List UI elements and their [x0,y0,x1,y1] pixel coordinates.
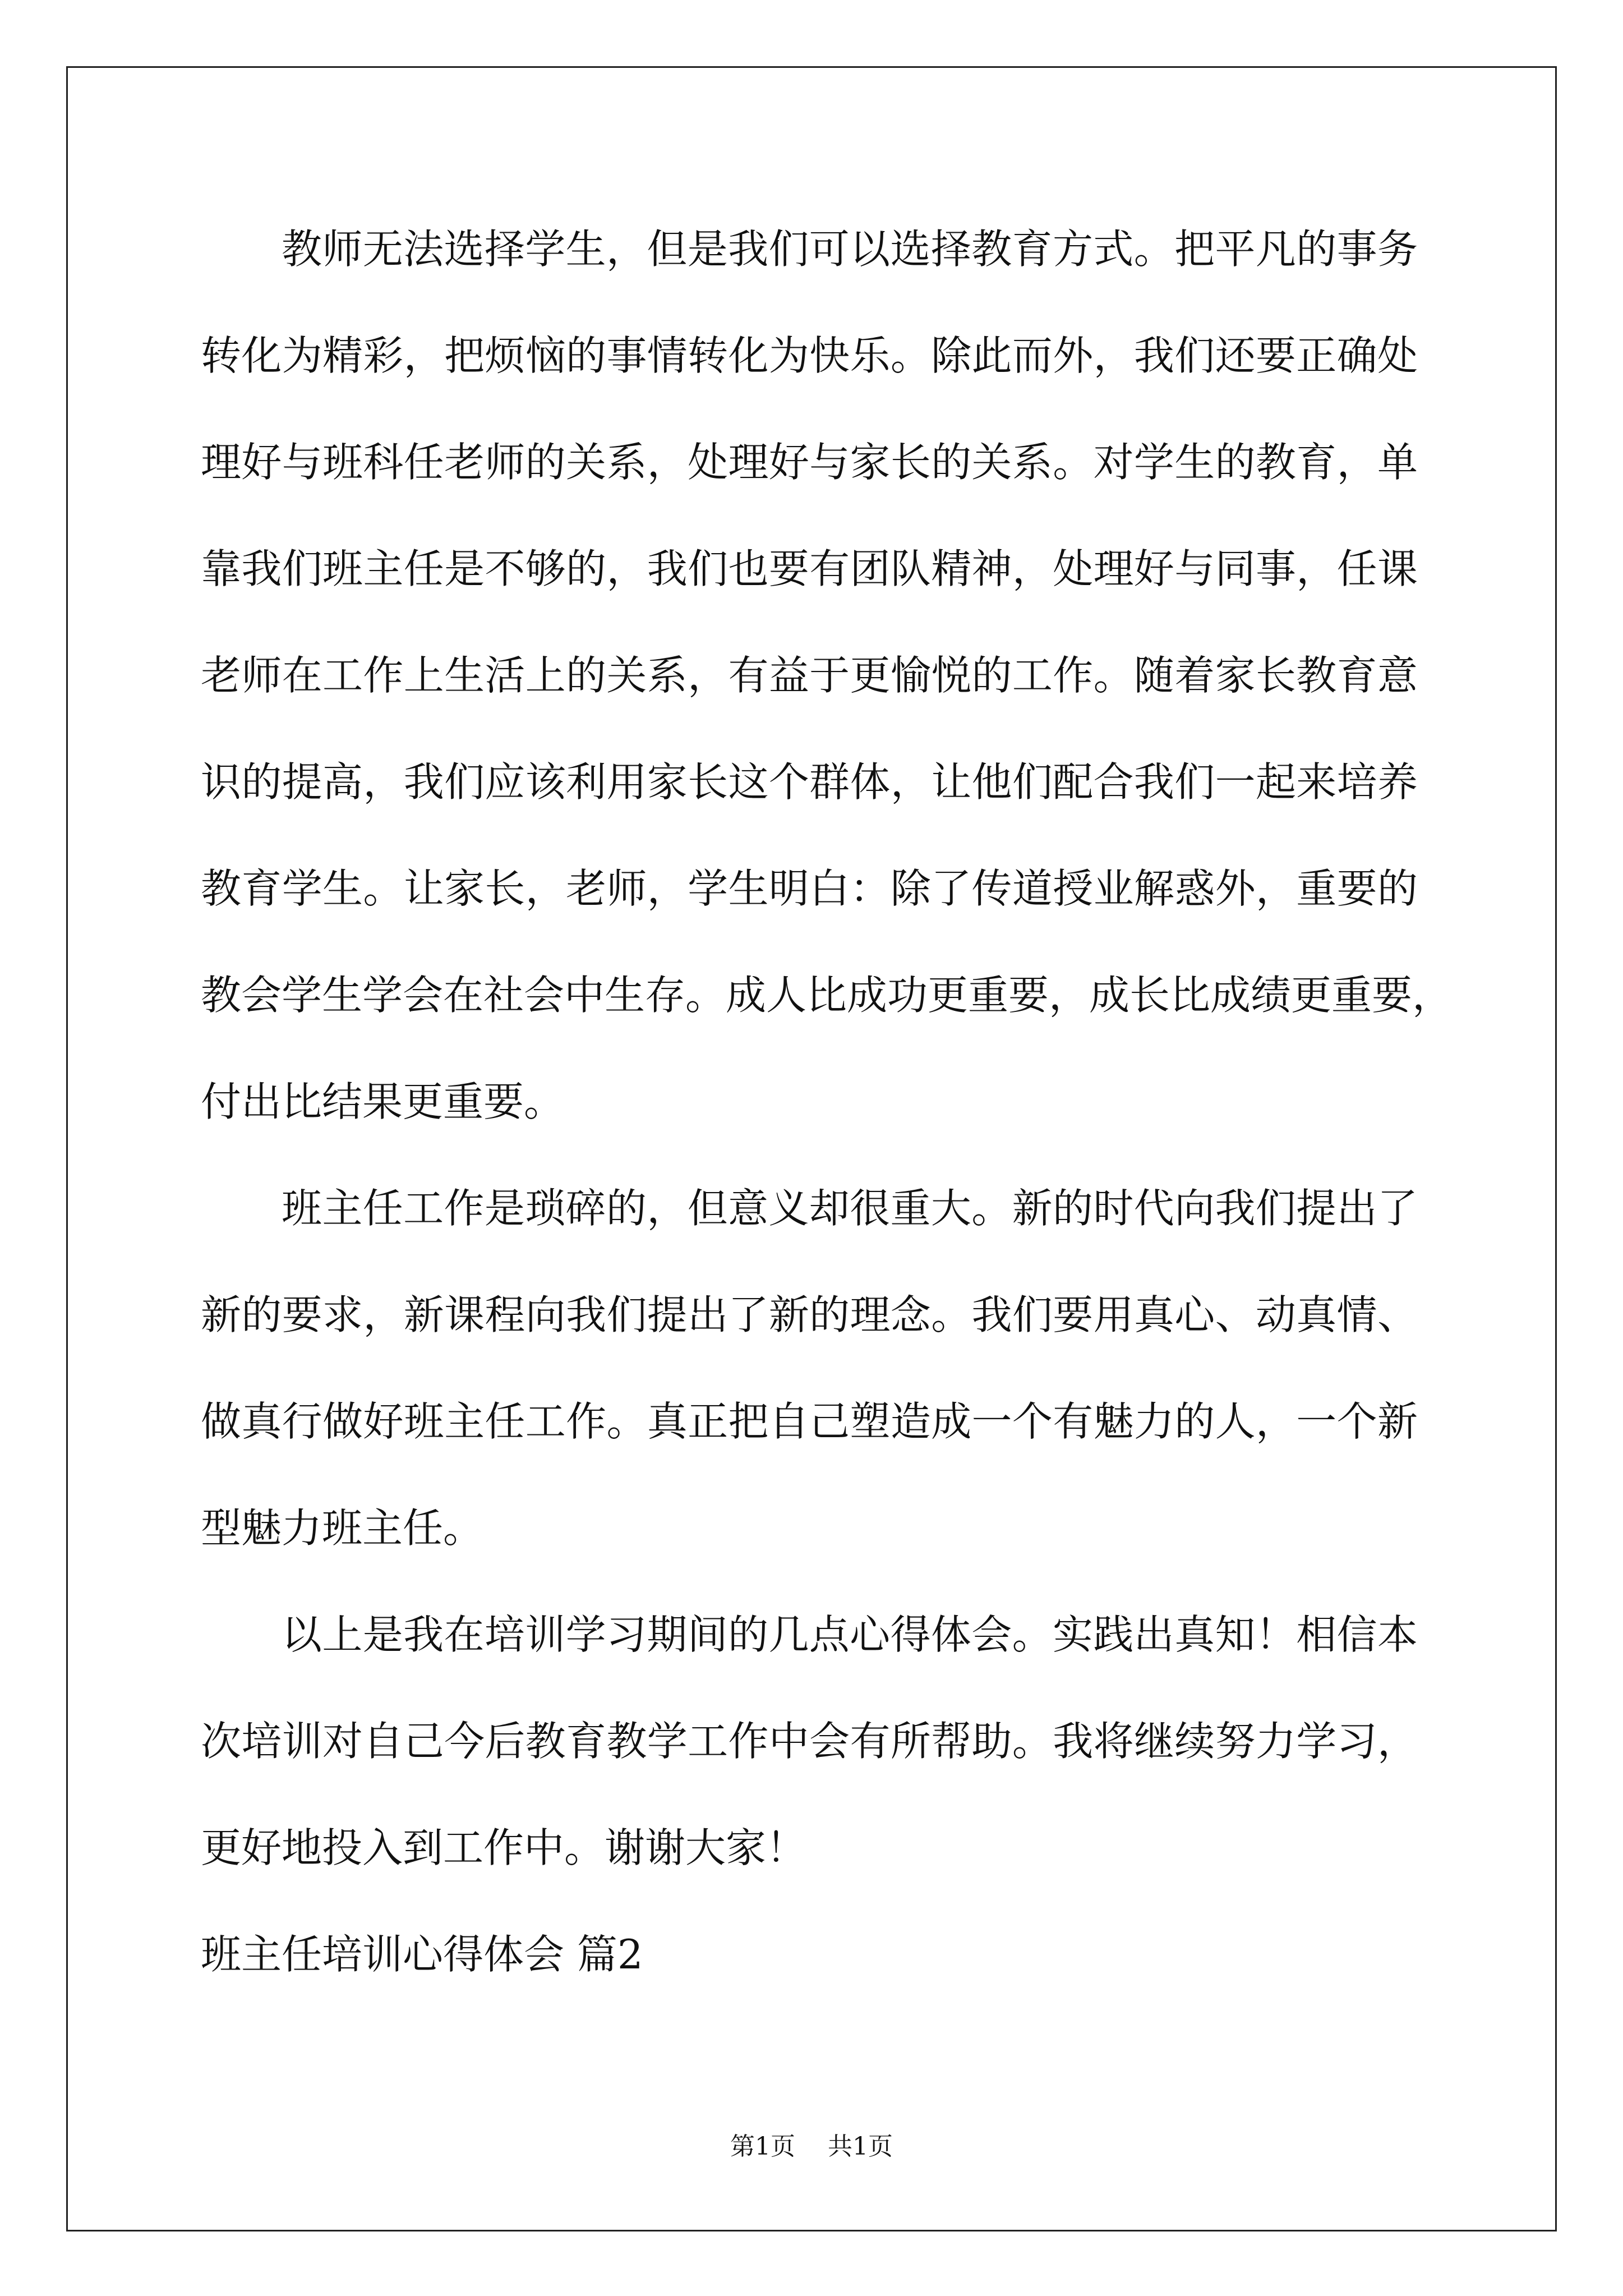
text-line: 识的提高，我们应该利用家长这个群体，让他们配合我们一起来培养 [201,758,1418,806]
document-body [201,196,1453,2008]
text-line: 靠我们班主任是不够的，我们也要有团队精神，处理好与同事，任课 [201,545,1418,592]
paragraph [201,1581,1418,1901]
text-line: 班主任工作是琐碎的，但意义却很重大。新的时代向我们提出了 [282,1185,1418,1232]
text-line: 理好与班科任老师的关系，处理好与家长的关系。对学生的教育，单 [201,439,1418,486]
text-line: 更好地投入到工作中。谢谢大家！ [201,1824,807,1871]
text-line: 型魅力班主任。 [201,1504,484,1552]
text-line: 老师在工作上生活上的关系，有益于更愉悦的工作。随着家长教育意 [201,652,1418,699]
text-line: 新的要求，新课程向我们提出了新的理念。我们要用真心、动真情、 [201,1291,1418,1338]
text-line: 以上是我在培训学习期间的几点心得体会。实践出真知！相信本 [282,1611,1418,1658]
text-line: 付出比结果更重要。 [201,1078,565,1125]
text-line: 教师无法选择学生，但是我们可以选择教育方式。把平凡的事务 [282,226,1418,273]
page-number-footer: 第1页 共1页 [730,2132,893,2161]
text-line: 做真行做好班主任工作。真正把自己塑造成一个有魅力的人，一个新 [201,1398,1418,1445]
text-line: 教会学生学会在社会中生存。成人比成功更重要，成长比成绩更重要， [201,972,1453,1019]
text-line: 转化为精彩，把烦恼的事情转化为快乐。除此而外，我们还要正确处 [201,332,1418,379]
text-line: 教育学生。让家长，老师，学生明白：除了传道授业解惑外，重要的 [201,865,1418,912]
section-heading: 班主任培训心得体会 篇2 [201,1931,643,1978]
paragraph [201,1155,1418,1581]
paragraph [201,196,1453,1155]
text-line: 次培训对自己今后教育教学工作中会有所帮助。我将继续努力学习， [201,1718,1418,1765]
